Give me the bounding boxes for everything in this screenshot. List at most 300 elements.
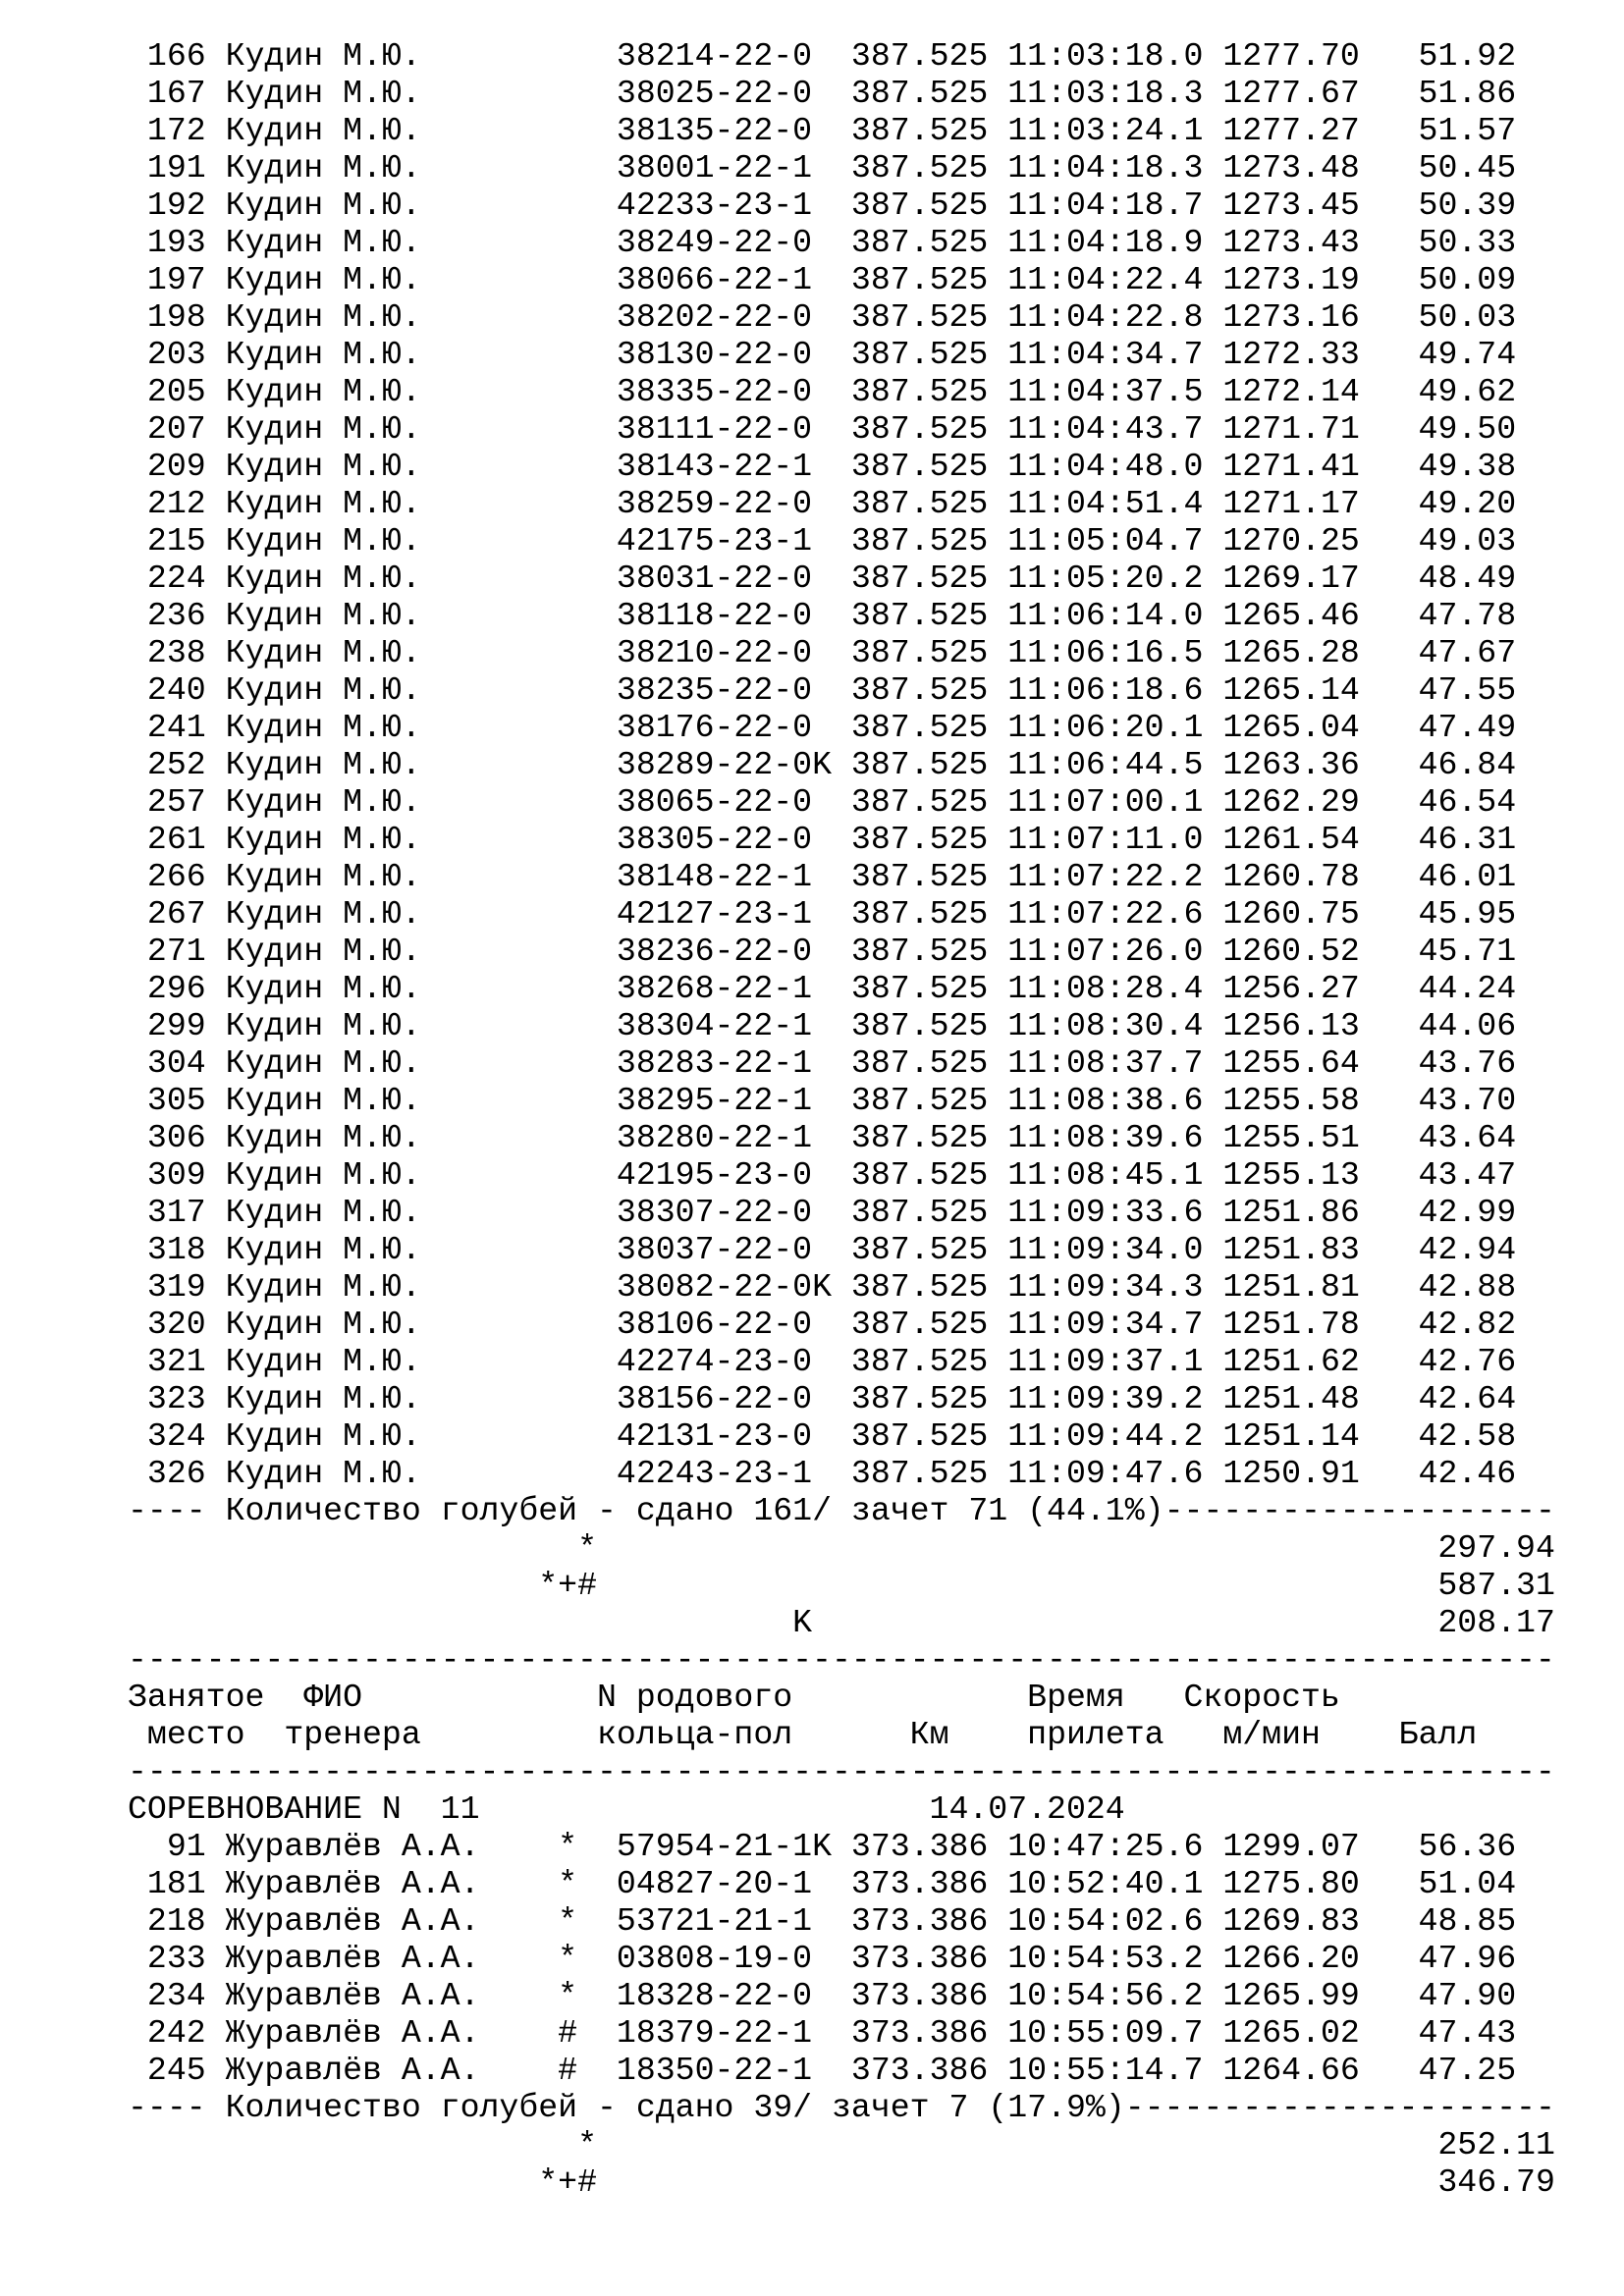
gap: [1203, 149, 1222, 187]
distance-km: 387.525: [850, 75, 989, 112]
speed: 1273.48: [1222, 149, 1360, 187]
gap: [128, 1716, 147, 1753]
ring-number: 38235-22-0: [616, 671, 851, 709]
trainer-name: Кудин М.Ю.: [225, 1082, 559, 1119]
score: 45.95: [1359, 895, 1517, 933]
place: 167: [128, 75, 206, 112]
ring-number: 38176-22-0: [616, 709, 851, 746]
gap: [1203, 1343, 1222, 1380]
flag: [558, 634, 617, 671]
gap: [1203, 1902, 1222, 1940]
distance-km: 387.525: [850, 858, 989, 895]
gap: [597, 2126, 1437, 2163]
trainer-name: Кудин М.Ю.: [225, 933, 559, 970]
place: 198: [128, 298, 206, 336]
place: 304: [128, 1044, 206, 1082]
table-row: [128, 485, 1561, 522]
flag: [558, 933, 617, 970]
speed: 1269.83: [1222, 1902, 1360, 1940]
score: 47.25: [1359, 2052, 1517, 2089]
distance-km: 387.525: [850, 373, 989, 410]
gap: [1203, 224, 1222, 261]
trainer-name: Кудин М.Ю.: [225, 112, 559, 149]
flag: [558, 858, 617, 895]
arrival-time: 11:07:22.6: [1007, 895, 1204, 933]
col-ring: кольца-пол: [597, 1716, 910, 1753]
distance-km: 387.525: [850, 37, 989, 75]
flag: [558, 485, 617, 522]
arrival-time: 10:52:40.1: [1007, 1865, 1204, 1902]
distance-km: 387.525: [850, 1007, 989, 1044]
score: 42.58: [1359, 1417, 1517, 1455]
gap: [128, 1567, 538, 1604]
place: 242: [128, 2014, 206, 2052]
flag: *: [558, 1828, 617, 1865]
gap: [1203, 1007, 1222, 1044]
gap: [206, 1417, 226, 1455]
trainer-name: Кудин М.Ю.: [225, 522, 559, 560]
score: 47.55: [1359, 671, 1517, 709]
trainer-name: Кудин М.Ю.: [225, 1231, 559, 1268]
flag: [558, 709, 617, 746]
table-row: [128, 187, 1561, 224]
gap: [1203, 2014, 1222, 2052]
gap: [988, 1268, 1007, 1306]
arrival-time: 11:04:18.3: [1007, 149, 1204, 187]
ring-number: 38335-22-0: [616, 373, 851, 410]
ring-number: 53721-21-1: [616, 1902, 851, 1940]
table-row: [128, 298, 1561, 336]
flag: [558, 1417, 617, 1455]
flag: [558, 373, 617, 410]
trainer-name: Кудин М.Ю.: [225, 895, 559, 933]
gap: [988, 1455, 1007, 1492]
arrival-time: 11:04:18.7: [1007, 187, 1204, 224]
arrival-time: 11:09:34.3: [1007, 1268, 1204, 1306]
place: 257: [128, 783, 206, 821]
ring-number: 38082-22-0K: [616, 1268, 851, 1306]
gap: [988, 1231, 1007, 1268]
place: 233: [128, 1940, 206, 1977]
gap: [1203, 1380, 1222, 1417]
gap: [1203, 1156, 1222, 1194]
speed: 1260.75: [1222, 895, 1360, 933]
score: 46.31: [1359, 821, 1517, 858]
place: 203: [128, 336, 206, 373]
summary-text: Количество голубей - сдано 161/ зачет 71 (44.1%): [225, 1492, 1164, 1529]
gap: [1203, 410, 1222, 448]
flag: [558, 821, 617, 858]
ring-number: 38236-22-0: [616, 933, 851, 970]
score: 49.20: [1359, 485, 1517, 522]
table-row: [128, 560, 1561, 597]
gap: [128, 2126, 577, 2163]
score: 43.64: [1359, 1119, 1517, 1156]
gap: [1203, 2052, 1222, 2089]
gap: [206, 1119, 226, 1156]
col-place: место: [146, 1716, 285, 1753]
distance-km: 387.525: [850, 522, 989, 560]
trainer-name: Кудин М.Ю.: [225, 37, 559, 75]
speed: 1299.07: [1222, 1828, 1360, 1865]
dashed-rule: ----------------------: [1124, 2089, 1555, 2126]
place: 266: [128, 858, 206, 895]
flag: *: [558, 1940, 617, 1977]
score: 50.45: [1359, 149, 1517, 187]
gap: [1203, 821, 1222, 858]
table-row: [128, 1865, 1561, 1902]
place: 319: [128, 1268, 206, 1306]
gap: [206, 1044, 226, 1082]
trainer-name: Кудин М.Ю.: [225, 634, 559, 671]
score: 49.03: [1359, 522, 1517, 560]
ring-number: 38283-22-1: [616, 1044, 851, 1082]
arrival-time: 11:07:22.2: [1007, 858, 1204, 895]
table-row: [128, 373, 1561, 410]
distance-km: 373.386: [850, 1940, 989, 1977]
distance-km: 387.525: [850, 597, 989, 634]
gap: [988, 783, 1007, 821]
ring-number: 18379-22-1: [616, 2014, 851, 2052]
score: 43.70: [1359, 1082, 1517, 1119]
gap: [1203, 448, 1222, 485]
gap: [206, 1902, 226, 1940]
table-row: [128, 634, 1561, 671]
gap: [988, 634, 1007, 671]
col-place: Занятое: [128, 1679, 304, 1716]
arrival-time: 11:03:18.3: [1007, 75, 1204, 112]
arrival-time: 10:54:02.6: [1007, 1902, 1204, 1940]
speed: 1277.70: [1222, 37, 1360, 75]
speed: 1265.46: [1222, 597, 1360, 634]
table-row: [128, 112, 1561, 149]
gap: [1203, 858, 1222, 895]
gap: [206, 2052, 226, 2089]
speed: 1251.14: [1222, 1417, 1360, 1455]
arrival-time: 11:04:37.5: [1007, 373, 1204, 410]
place: 215: [128, 522, 206, 560]
speed: 1271.71: [1222, 410, 1360, 448]
table-row: [128, 709, 1561, 746]
trainer-name: Кудин М.Ю.: [225, 1306, 559, 1343]
gap: [206, 298, 226, 336]
table-row: [128, 1007, 1561, 1044]
place: 192: [128, 187, 206, 224]
gap: [597, 1529, 1437, 1567]
total-line: [128, 1529, 1561, 1567]
place: 271: [128, 933, 206, 970]
speed: 1270.25: [1222, 522, 1360, 560]
total-value: 297.94: [1437, 1529, 1555, 1567]
speed: 1261.54: [1222, 821, 1360, 858]
speed: 1260.78: [1222, 858, 1360, 895]
speed: 1273.19: [1222, 261, 1360, 298]
gap: [1203, 1940, 1222, 1977]
arrival-time: 11:08:28.4: [1007, 970, 1204, 1007]
arrival-time: 11:09:39.2: [1007, 1380, 1204, 1417]
trainer-name: Кудин М.Ю.: [225, 149, 559, 187]
gap: [206, 1194, 226, 1231]
gap: [206, 522, 226, 560]
gap: [206, 1268, 226, 1306]
arrival-time: 10:54:53.2: [1007, 1940, 1204, 1977]
ring-number: 38001-22-1: [616, 149, 851, 187]
flag: [558, 1343, 617, 1380]
gap: [988, 1380, 1007, 1417]
distance-km: 387.525: [850, 1156, 989, 1194]
gap: [206, 336, 226, 373]
trainer-name: Кудин М.Ю.: [225, 709, 559, 746]
score: 49.50: [1359, 410, 1517, 448]
distance-km: 387.525: [850, 485, 989, 522]
distance-km: 387.525: [850, 112, 989, 149]
gap: [988, 1865, 1007, 1902]
distance-km: 387.525: [850, 933, 989, 970]
flag: [558, 1007, 617, 1044]
gap: [988, 560, 1007, 597]
speed: 1277.67: [1222, 75, 1360, 112]
gap: [988, 895, 1007, 933]
ring-number: 42233-23-1: [616, 187, 851, 224]
table-row: [128, 821, 1561, 858]
gap: [206, 1082, 226, 1119]
score: 47.78: [1359, 597, 1517, 634]
table-row: [128, 1417, 1561, 1455]
score: 46.54: [1359, 783, 1517, 821]
gap: [1203, 1082, 1222, 1119]
ring-number: 38111-22-0: [616, 410, 851, 448]
table-row: [128, 783, 1561, 821]
trainer-name: Кудин М.Ю.: [225, 187, 559, 224]
col-name: ФИО: [303, 1679, 597, 1716]
distance-km: 373.386: [850, 2014, 989, 2052]
ring-number: 38118-22-0: [616, 597, 851, 634]
distance-km: 387.525: [850, 1380, 989, 1417]
gap: [206, 1007, 226, 1044]
table-row: [128, 858, 1561, 895]
score: 45.71: [1359, 933, 1517, 970]
ring-number: 38214-22-0: [616, 37, 851, 75]
distance-km: 387.525: [850, 1343, 989, 1380]
score: 43.47: [1359, 1156, 1517, 1194]
place: 209: [128, 448, 206, 485]
trainer-name: Кудин М.Ю.: [225, 1044, 559, 1082]
flag: [558, 895, 617, 933]
distance-km: 387.525: [850, 1194, 989, 1231]
gap: [1203, 522, 1222, 560]
gap: [206, 410, 226, 448]
gap: [988, 1119, 1007, 1156]
distance-km: 373.386: [850, 1865, 989, 1902]
ring-number: 38210-22-0: [616, 634, 851, 671]
gap: [206, 970, 226, 1007]
score: 42.64: [1359, 1380, 1517, 1417]
flag: [558, 970, 617, 1007]
table-row: [128, 448, 1561, 485]
place: 267: [128, 895, 206, 933]
table-row: [128, 1977, 1561, 2014]
summary-line: [128, 1492, 1561, 1529]
score: 47.96: [1359, 1940, 1517, 1977]
arrival-time: 10:54:56.2: [1007, 1977, 1204, 2014]
speed: 1256.27: [1222, 970, 1360, 1007]
distance-km: 387.525: [850, 1417, 989, 1455]
ring-number: 38305-22-0: [616, 821, 851, 858]
place: 181: [128, 1865, 206, 1902]
distance-km: 387.525: [850, 448, 989, 485]
competition-date: 14.07.2024: [929, 1790, 1125, 1828]
ring-number: 38259-22-0: [616, 485, 851, 522]
place: 205: [128, 373, 206, 410]
total-marker: *: [577, 1529, 597, 1567]
gap: [597, 2163, 1437, 2201]
gap: [1203, 634, 1222, 671]
place: 320: [128, 1306, 206, 1343]
ring-number: 03808-19-0: [616, 1940, 851, 1977]
column-header-row-2: [128, 1716, 1561, 1753]
total-marker: *: [577, 2126, 597, 2163]
place: 236: [128, 597, 206, 634]
gap: [1203, 1977, 1222, 2014]
arrival-time: 11:06:44.5: [1007, 746, 1204, 783]
gap: [1203, 75, 1222, 112]
table-row: [128, 895, 1561, 933]
flag: [558, 410, 617, 448]
table-row: [128, 1156, 1561, 1194]
flag: #: [558, 2052, 617, 2089]
distance-km: 373.386: [850, 1902, 989, 1940]
score: 42.99: [1359, 1194, 1517, 1231]
speed: 1251.48: [1222, 1380, 1360, 1417]
speed: 1266.20: [1222, 1940, 1360, 1977]
gap: [1203, 37, 1222, 75]
arrival-time: 10:47:25.6: [1007, 1828, 1204, 1865]
score: 51.04: [1359, 1865, 1517, 1902]
trainer-name: Кудин М.Ю.: [225, 1156, 559, 1194]
score: 48.49: [1359, 560, 1517, 597]
gap: [988, 746, 1007, 783]
gap: [988, 149, 1007, 187]
gap: [988, 1828, 1007, 1865]
col-ring: N родового: [597, 1679, 1028, 1716]
place: 306: [128, 1119, 206, 1156]
gap: [1203, 187, 1222, 224]
trainer-name: Журавлёв А.А.: [225, 1977, 559, 2014]
place: 318: [128, 1231, 206, 1268]
ring-number: 38304-22-1: [616, 1007, 851, 1044]
gap: [812, 1604, 1437, 1641]
gap: [988, 1902, 1007, 1940]
table-row: [128, 149, 1561, 187]
flag: [558, 75, 617, 112]
score: 56.36: [1359, 1828, 1517, 1865]
distance-km: 387.525: [850, 1268, 989, 1306]
gap: [1203, 1044, 1222, 1082]
ring-number: 38135-22-0: [616, 112, 851, 149]
arrival-time: 11:04:51.4: [1007, 485, 1204, 522]
gap: [206, 597, 226, 634]
arrival-time: 10:55:14.7: [1007, 2052, 1204, 2089]
ring-number: 38025-22-0: [616, 75, 851, 112]
gap: [1203, 261, 1222, 298]
speed: 1251.86: [1222, 1194, 1360, 1231]
score: 46.01: [1359, 858, 1517, 895]
speed: 1273.43: [1222, 224, 1360, 261]
gap: [988, 858, 1007, 895]
gap: [1203, 671, 1222, 709]
gap: [1203, 1865, 1222, 1902]
table-row: [128, 2052, 1561, 2089]
gap: [206, 1380, 226, 1417]
ring-number: 18350-22-1: [616, 2052, 851, 2089]
score: 42.94: [1359, 1231, 1517, 1268]
gap: [988, 2014, 1007, 2052]
distance-km: 373.386: [850, 1828, 989, 1865]
speed: 1262.29: [1222, 783, 1360, 821]
arrival-time: 11:03:24.1: [1007, 112, 1204, 149]
speed: 1264.66: [1222, 2052, 1360, 2089]
gap: [988, 1156, 1007, 1194]
distance-km: 387.525: [850, 1044, 989, 1082]
flag: [558, 746, 617, 783]
gap: [1203, 373, 1222, 410]
gap: [206, 2014, 226, 2052]
total-value: 252.11: [1437, 2126, 1555, 2163]
trainer-name: Журавлёв А.А.: [225, 2052, 559, 2089]
arrival-time: 11:04:43.7: [1007, 410, 1204, 448]
summary-line: [128, 2089, 1561, 2126]
col-name: тренера: [284, 1716, 597, 1753]
gap: [206, 448, 226, 485]
table-row: [128, 75, 1561, 112]
speed: 1273.16: [1222, 298, 1360, 336]
table-row: [128, 1380, 1561, 1417]
score: 46.84: [1359, 746, 1517, 783]
trainer-name: Кудин М.Ю.: [225, 1007, 559, 1044]
gap: [1203, 709, 1222, 746]
gap: [988, 1194, 1007, 1231]
distance-km: 387.525: [850, 1231, 989, 1268]
gap: [1203, 895, 1222, 933]
arrival-time: 11:09:34.0: [1007, 1231, 1204, 1268]
gap: [206, 1455, 226, 1492]
trainer-name: Кудин М.Ю.: [225, 448, 559, 485]
arrival-time: 11:05:04.7: [1007, 522, 1204, 560]
gap: [988, 261, 1007, 298]
trainer-name: Кудин М.Ю.: [225, 224, 559, 261]
speed: 1272.14: [1222, 373, 1360, 410]
flag: [558, 149, 617, 187]
gap: [988, 448, 1007, 485]
score: 50.39: [1359, 187, 1517, 224]
col-time: Время: [1027, 1679, 1184, 1716]
flag: *: [558, 1865, 617, 1902]
trainer-name: Журавлёв А.А.: [225, 2014, 559, 2052]
ring-number: 38148-22-1: [616, 858, 851, 895]
distance-km: 373.386: [850, 2052, 989, 2089]
distance-km: 387.525: [850, 1119, 989, 1156]
distance-km: 387.525: [850, 746, 989, 783]
speed: 1273.45: [1222, 187, 1360, 224]
gap: [206, 224, 226, 261]
gap: [206, 858, 226, 895]
ring-number: 38065-22-0: [616, 783, 851, 821]
arrival-time: 11:04:22.8: [1007, 298, 1204, 336]
gap: [206, 37, 226, 75]
place: 305: [128, 1082, 206, 1119]
place: 224: [128, 560, 206, 597]
total-marker: *+#: [538, 2163, 597, 2201]
